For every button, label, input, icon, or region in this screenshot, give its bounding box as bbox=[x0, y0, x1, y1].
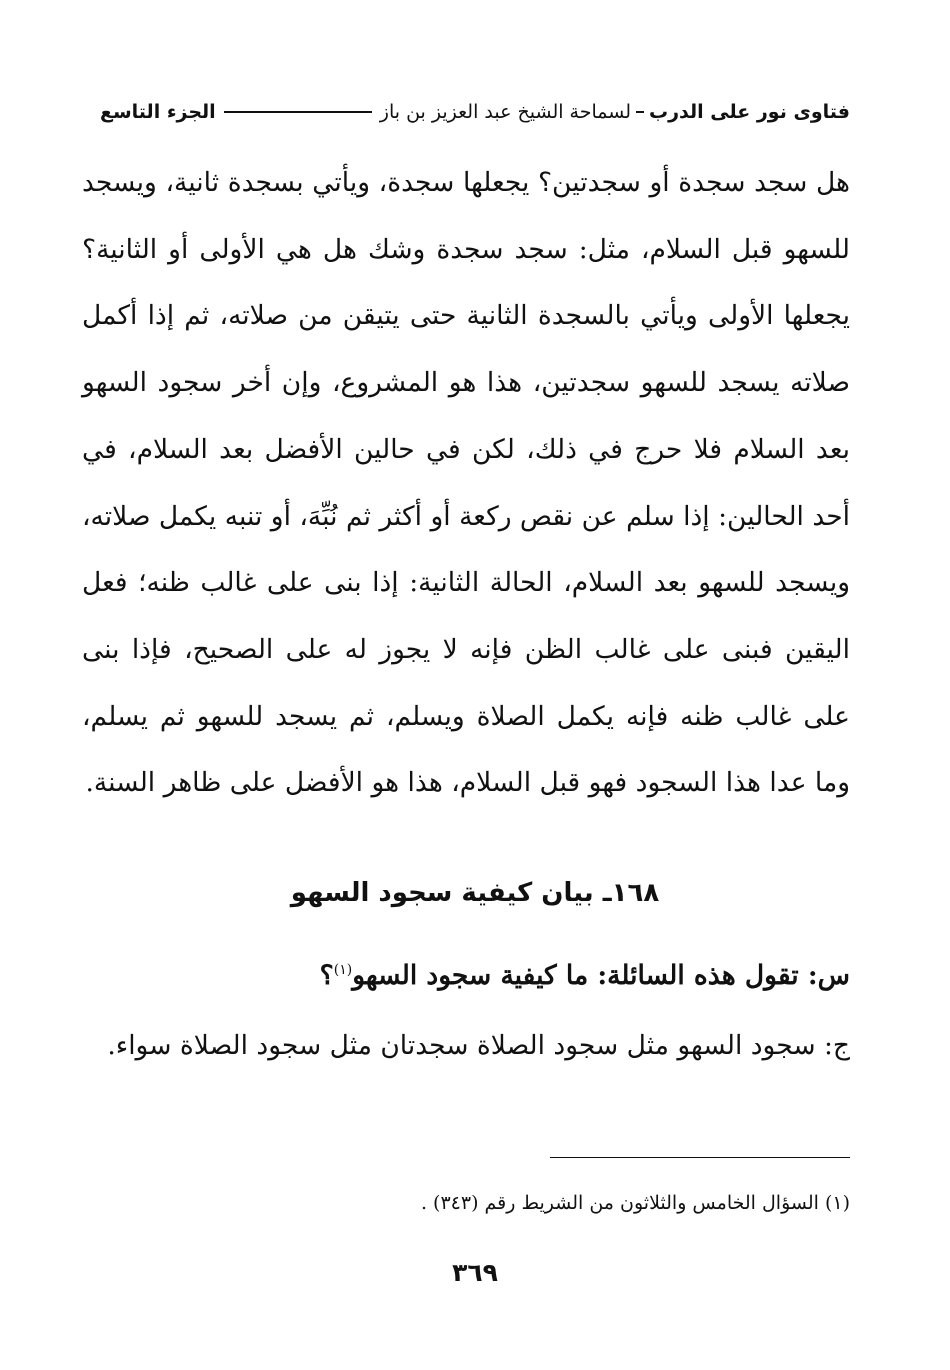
footnote-reference[interactable]: (١) bbox=[333, 962, 353, 978]
header-rule bbox=[224, 111, 372, 113]
footnote-divider bbox=[550, 1157, 850, 1158]
section-title: ١٦٨ـ بيان كيفية سجود السهو bbox=[290, 878, 660, 908]
part-label: الجزء التاسع bbox=[100, 101, 216, 123]
running-header bbox=[100, 92, 850, 132]
question-text: س: تقول هذه السائلة: ما كيفية سجود السهو bbox=[352, 959, 850, 991]
answer bbox=[82, 1013, 850, 1079]
header-dash bbox=[636, 111, 644, 113]
question bbox=[82, 945, 850, 1001]
question-mark: ؟ bbox=[319, 959, 334, 991]
footnote: (١) السؤال الخامس والثلاثون من الشريط رقم (٣٤٣) . bbox=[420, 1192, 850, 1214]
answer-text: ج: سجود السهو مثل سجود الصلاة سجدتان مثل سجود الصلاة سواء. bbox=[107, 1030, 850, 1061]
author-name: لسماحة الشيخ عبد العزيز بن باز bbox=[379, 101, 631, 123]
body-text bbox=[82, 150, 850, 817]
page-number: ٣٦٩ bbox=[452, 1258, 498, 1287]
body-paragraph: هل سجد سجدة أو سجدتين؟ يجعلها سجدة، ويأتي بسجدة ثانية، ويسجد للسهو قبل السلام، مثل: سجد سجدة وشك هل هي الأولى أو الثانية؟ يجعلها الأولى ويأتي بالسجدة الثانية حتى يتيقن من صلاته، ثم إذا أكمل صلاته يسجد للسهو سجدتين، هذا هو المشروع، وإن أخر سجود السهو بعد السلام فلا حرج في ذلك، لكن في حالين الأفضل بعد السلام، في أحد الحالين: إذا سلم عن نقص ركعة أو أكثر ثم نُبِّهَ، أو تنبه يكمل صلاته، ويسجد للسهو بعد السلام، الحالة الثانية: إذا بنى على غالب ظنه؛ فعل اليقين فبنى على غالب الظن فإنه لا يجوز له على الصحيح، فإذا بنى على غالب ظنه فإنه يكمل الصلاة ويسلم، ثم يسجد للسهو ثم يسلم، وما عدا هذا السجود فهو قبل السلام، هذا هو الأفضل على ظاهر السنة. bbox=[82, 167, 850, 799]
book-title: فتاوى نور على الدرب bbox=[649, 101, 850, 123]
